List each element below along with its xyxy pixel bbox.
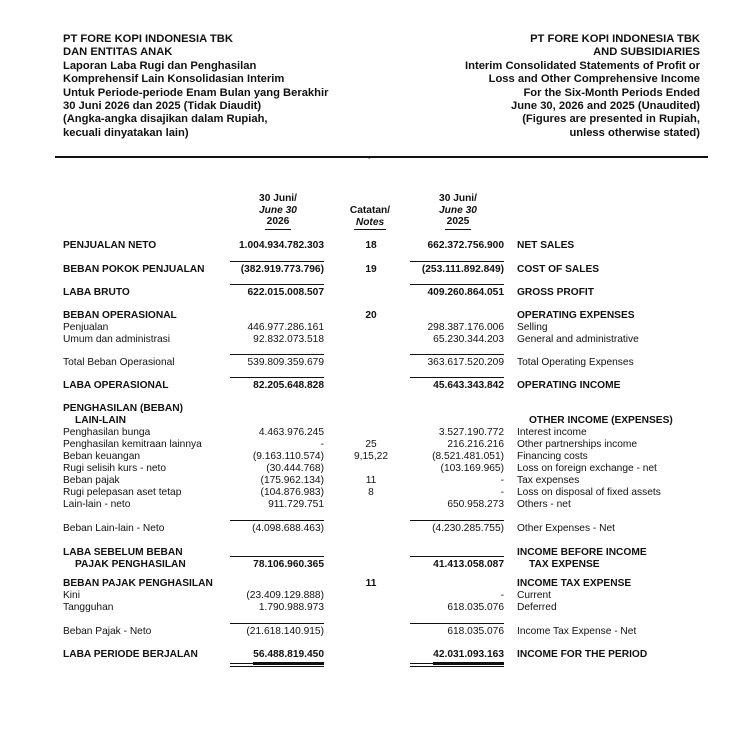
subtotal-rule [230, 354, 324, 355]
subtotal-rule [230, 377, 324, 378]
table-row [0, 487, 739, 499]
table-row [0, 415, 739, 427]
table-row [0, 287, 739, 299]
header-right-line: Interim Consolidated Statements of Profit or [465, 59, 700, 72]
row-label-en: Loss on disposal of fixed assets [517, 487, 661, 498]
table-row [0, 547, 739, 559]
row-value-2025: - [500, 475, 504, 486]
column-header-2025-id: 30 Juni/ [439, 193, 477, 204]
row-label-en: COST OF SALES [517, 264, 600, 275]
subtotal-rule [230, 623, 324, 624]
row-label-en: TAX EXPENSE [529, 559, 600, 570]
row-value-2026: 82.205.648.828 [253, 380, 324, 391]
table-row [0, 427, 739, 439]
row-label-en: Other Expenses - Net [517, 523, 615, 534]
table-row [0, 322, 739, 334]
subtotal-rule [410, 556, 504, 557]
row-label-en: INCOME BEFORE INCOME [517, 547, 647, 558]
total-double-rule [410, 663, 504, 664]
row-note: 8 [368, 487, 374, 498]
row-label-id: Tangguhan [63, 602, 114, 613]
row-note: 25 [365, 439, 377, 450]
row-value-2025: 662.372.756.900 [427, 240, 504, 251]
header-left-line: 30 Juni 2026 dan 2025 (Tidak Diaudit) [63, 100, 262, 113]
header-left-line: Komprehensif Lain Konsolidasian Interim [63, 73, 285, 86]
row-value-2025: 618.035.076 [447, 626, 504, 637]
row-value-2025: 216.216.216 [447, 439, 504, 450]
row-label-id: Kini [63, 590, 80, 601]
row-value-2026: 539.809.359.679 [247, 357, 324, 368]
column-header-notes-id: Catatan/ [349, 205, 391, 216]
row-note: 9,15,22 [354, 451, 388, 462]
table-row [0, 439, 739, 451]
row-value-2025: (8.521.481.051) [432, 451, 504, 462]
row-label-id: Beban Pajak - Neto [63, 626, 152, 637]
row-value-2025: - [500, 487, 504, 498]
row-label-id: Beban pajak [63, 475, 120, 486]
header-right-line: PT FORE KOPI INDONESIA TBK [530, 33, 700, 45]
row-label-id: Umum dan administrasi [63, 334, 171, 345]
row-value-2026: 56.488.819.450 [253, 649, 324, 665]
total-double-rule [410, 666, 504, 667]
row-value-2026: (23.409.129.888) [246, 590, 324, 601]
row-value-2025: (4.230.285.755) [432, 523, 504, 534]
row-label-id: Penjualan [63, 322, 109, 333]
header-left-line: (Angka-angka disajikan dalam Rupiah, [63, 113, 268, 126]
row-label-id: Beban keuangan [63, 451, 141, 462]
table-row [0, 451, 739, 463]
row-label-id: LABA OPERASIONAL [63, 380, 169, 391]
row-label-en: INCOME TAX EXPENSE [517, 578, 632, 589]
row-label-id: Beban Lain-lain - Neto [63, 523, 165, 534]
row-label-en: Loss on foreign exchange - net [517, 463, 657, 474]
table-row [0, 626, 739, 638]
column-header-notes-en: Notes [354, 217, 386, 231]
row-value-2025: 45.643.343.842 [433, 380, 504, 391]
row-label-en: Other partnerships income [517, 439, 638, 450]
row-label-en: Interest income [517, 427, 587, 438]
row-label-en: Deferred [517, 602, 557, 613]
row-value-2025: (253.111.892.849) [421, 264, 504, 275]
row-label-en: General and administrative [517, 334, 639, 345]
row-value-2026: (9.163.110.574) [252, 451, 324, 462]
row-label-en: NET SALES [517, 240, 575, 251]
row-label-id: LABA PERIODE BERJALAN [63, 649, 198, 660]
header-right-line: June 30, 2026 and 2025 (Unaudited) [510, 100, 700, 113]
row-value-2026: 622.015.008.507 [247, 287, 324, 298]
row-value-2025: 298.387.176.006 [427, 322, 504, 333]
column-header-2026-year: 2026 [265, 216, 292, 230]
column-header-2026-id: 30 Juni/ [259, 193, 297, 204]
row-label-en: INCOME FOR THE PERIOD [517, 649, 648, 660]
header-right-line: (Figures are presented in Rupiah, [522, 113, 700, 126]
row-value-2025: 41.413.058.087 [433, 559, 504, 570]
subtotal-rule [410, 354, 504, 355]
row-label-id: Total Beban Operasional [63, 357, 175, 368]
row-label-en: OPERATING INCOME [517, 380, 621, 391]
subtotal-rule [410, 623, 504, 624]
column-header-2026-en: June 30 [259, 204, 297, 216]
column-header-2025-year: 2025 [445, 216, 472, 230]
row-value-2025: (103.169.965) [440, 463, 504, 474]
row-label-id: BEBAN PAJAK PENGHASILAN [63, 578, 213, 589]
row-value-2025: - [500, 590, 504, 601]
row-label-id: Rugi pelepasan aset tetap [63, 487, 182, 498]
row-value-2025: 65.230.344.203 [433, 334, 504, 345]
row-note: 18 [365, 240, 377, 251]
total-double-rule [230, 666, 324, 667]
row-value-2026: 1.790.988.973 [258, 602, 324, 613]
table-row [0, 590, 739, 602]
row-label-id: Lain-lain - neto [63, 499, 131, 510]
row-label-id: LABA SEBELUM BEBAN [63, 547, 183, 558]
row-label-id: Penghasilan kemitraan lainnya [63, 439, 202, 450]
table-row [0, 357, 739, 369]
row-label-en: Current [517, 590, 551, 601]
table-row [0, 334, 739, 346]
subtotal-rule [230, 284, 324, 285]
row-value-2025: 618.035.076 [447, 602, 504, 613]
row-value-2026: (21.618.140.915) [246, 626, 324, 637]
row-label-en: Total Operating Expenses [517, 357, 634, 368]
header-rule-mark: . [368, 152, 371, 161]
row-label-id: LAIN-LAIN [75, 415, 126, 426]
row-value-2025: 363.617.520.209 [427, 357, 504, 368]
row-value-2026: - [320, 439, 324, 450]
row-value-2026: (382.919.773.796) [240, 264, 324, 275]
row-value-2025: 42.031.093.163 [433, 649, 504, 665]
header-right-line: Loss and Other Comprehensive Income [488, 73, 700, 86]
row-value-2026: (4.098.688.463) [252, 523, 324, 534]
row-label-en: Selling [517, 322, 548, 333]
header-left-line: Laporan Laba Rugi dan Penghasilan [63, 59, 257, 72]
subtotal-rule [410, 284, 504, 285]
row-label-id: BEBAN POKOK PENJUALAN [63, 264, 205, 275]
table-row [0, 310, 739, 322]
row-label-id: Penghasilan bunga [63, 427, 151, 438]
table-row [0, 523, 739, 535]
header-left-line: PT FORE KOPI INDONESIA TBK [63, 33, 233, 45]
table-row [0, 499, 739, 511]
row-note: 20 [365, 310, 377, 321]
table-row [0, 475, 739, 487]
row-value-2026: 911.729.751 [268, 499, 324, 510]
header-left-line: Untuk Periode-periode Enam Bulan yang Berakhir [63, 86, 329, 99]
header-left-line: DAN ENTITAS ANAK [63, 46, 173, 59]
row-note: 11 [365, 475, 377, 486]
header-right-line: For the Six-Month Periods Ended [523, 86, 700, 99]
table-row [0, 403, 739, 415]
row-label-id: Rugi selisih kurs - neto [63, 463, 167, 474]
row-value-2026: (30.444.768) [266, 463, 324, 474]
subtotal-rule [410, 377, 504, 378]
row-value-2025: 650.958.273 [447, 499, 504, 510]
column-header-2025-en: June 30 [439, 204, 477, 216]
row-label-en: Financing costs [517, 451, 588, 462]
subtotal-rule [410, 261, 504, 262]
table-row [0, 559, 739, 571]
row-label-en: GROSS PROFIT [517, 287, 594, 298]
table-row [0, 463, 739, 475]
header-right-line: AND SUBSIDIARIES [593, 46, 700, 59]
row-value-2026: 4.463.976.245 [258, 427, 324, 438]
row-note: 19 [365, 264, 377, 275]
table-row [0, 264, 739, 276]
table-row [0, 240, 739, 252]
table-row [0, 380, 739, 392]
row-value-2026: (175.962.134) [260, 475, 324, 486]
row-value-2025: 409.260.864.051 [427, 287, 504, 298]
row-label-en: Tax expenses [517, 475, 580, 486]
subtotal-rule [410, 520, 504, 521]
row-label-id: PENGHASILAN (BEBAN) [63, 403, 183, 414]
subtotal-rule [230, 520, 324, 521]
row-value-2026: (104.876.983) [260, 487, 324, 498]
subtotal-rule [230, 556, 324, 557]
table-row [0, 602, 739, 614]
row-label-id: BEBAN OPERASIONAL [63, 310, 177, 321]
row-value-2026: 78.106.960.365 [253, 559, 324, 570]
table-row [0, 649, 739, 661]
row-label-en: OTHER INCOME (EXPENSES) [529, 415, 673, 426]
total-double-rule [230, 663, 324, 664]
row-note: 11 [365, 578, 377, 589]
row-label-en: Others - net [517, 499, 571, 510]
row-label-id: PENJUALAN NETO [63, 240, 157, 251]
header-left-line: kecuali dinyatakan lain) [63, 126, 189, 139]
row-value-2026: 446.977.286.161 [247, 322, 324, 333]
header-right-line: unless otherwise stated) [569, 126, 700, 139]
row-label-id: PAJAK PENGHASILAN [75, 559, 186, 570]
table-row [0, 578, 739, 590]
row-label-en: Income Tax Expense - Net [517, 626, 637, 637]
subtotal-rule [230, 261, 324, 262]
row-value-2026: 1.004.934.782.303 [239, 240, 324, 251]
row-label-id: LABA BRUTO [63, 287, 130, 298]
row-label-en: OPERATING EXPENSES [517, 310, 635, 321]
row-value-2026: 92.832.073.518 [253, 334, 324, 345]
row-value-2025: 3.527.190.772 [438, 427, 504, 438]
